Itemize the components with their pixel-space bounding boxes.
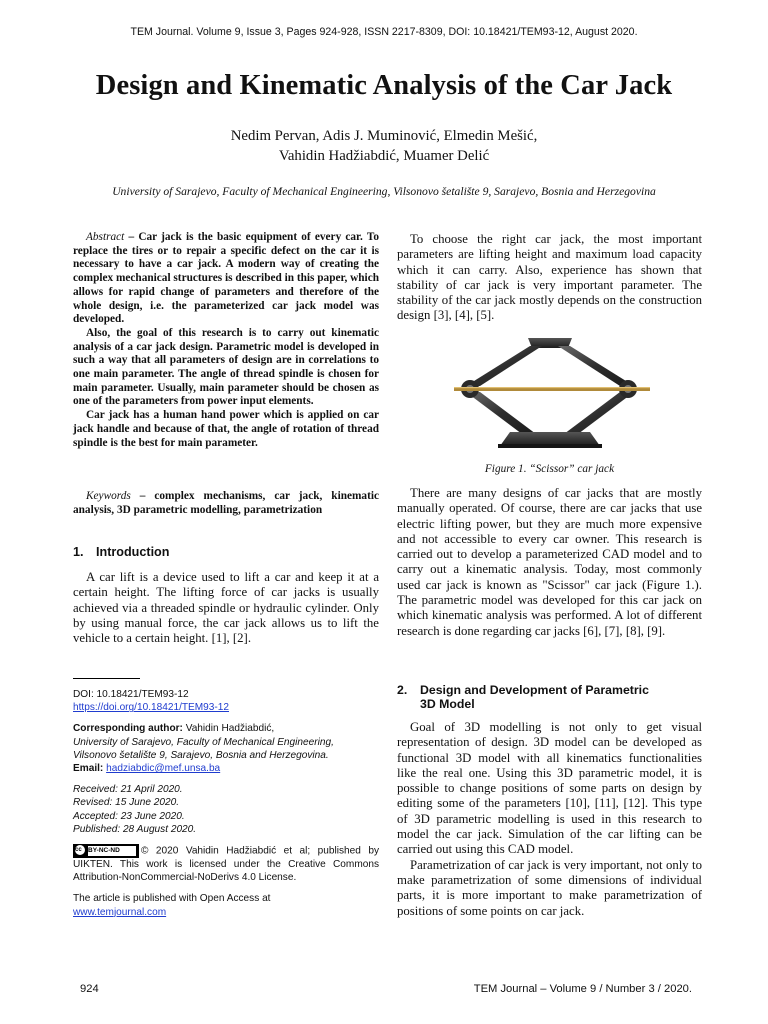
accepted-date: Accepted: 23 June 2020. — [73, 810, 185, 822]
section-2-body — [397, 720, 702, 919]
abstract-paragraph-2: Also, the goal of this research is to carry out kinematic analysis of a car jack design. Parametric model is developed in such a way that all parameters of design are in correlations to one main parameter. The angle of thread spindle is chosen for main parameter. Usually, main parameter should be chosen as one of the parameters from power input elements. — [73, 326, 379, 408]
section-2-paragraph-2: Parametrization of car jack is very important, not only to make parametrization of some dimensions of individual parts, it is more important to make parametrization of positions of some points on car jack. — [397, 857, 702, 918]
abstract — [73, 231, 379, 450]
keywords-text: – complex mechanisms, car jack, kinematic analysis, 3D parametric modelling, parametrization — [73, 490, 379, 516]
running-footer: TEM Journal – Volume 9 / Number 3 / 2020. — [473, 983, 692, 995]
authors-line-2: Vahidin Hadžiabdić, Muamer Delić — [278, 148, 490, 164]
scissor-car-jack-image — [440, 330, 660, 450]
email-link[interactable]: hadziabdic@mef.unsa.ba — [106, 763, 221, 775]
section-1-paragraph-2: To choose the right car jack, the most important parameters are lifting height and maximum load capacity which it can carry. Also, experience has shown that stability of car jack is very important parameter. The stability of the car jack mostly depends on the construction design [3], [4], [5]. — [397, 232, 702, 323]
figure-1-caption: Figure 1. “Scissor” car jack — [484, 463, 615, 475]
section-1-continued — [397, 232, 702, 324]
corresponding-affiliation-2: Vilsonovo šetalište 9, Sarajevo, Bosnia and Herzegovina. — [73, 749, 329, 761]
corresponding-affiliation-1: University of Sarajevo, Faculty of Mechanical Engineering, — [73, 736, 334, 748]
abstract-paragraph-1: Abstract – Car jack is the basic equipment of every car. To replace the tires or to repair a specific defect on the car it is necessary to have a car jack. A modern way of creating the complex mechanical structures is described in this paper, which allows for rapid change of parameters and therefore of the whole design, i.e. the parameterized car jack model was developed. — [73, 231, 379, 326]
revised-date: Revised: 15 June 2020. — [73, 797, 180, 809]
section-1-paragraph-3: There are many designs of car jacks that are mostly manually operated. Of course, there are car jacks that use electric lifting power, but they are much more expensive and not accessible to every car owner. This research is carried out to develop a parameterized CAD model and to carry out a kinematic analysis. Today, most commonly used car jack is known as "Scissor" car jack (Figure 1.). The parametric model was developed for this car jack on which kinematic analysis was performed. A lot of different research is done regarding car jacks [6], [7], [8], [9]. — [397, 486, 702, 638]
section-2-heading — [397, 683, 702, 711]
section-2-paragraph-1: Goal of 3D modelling is not only to get visual representation of design. 3D model can be developed as functional 3D model with all kinematics functionalities like the real one. Using this 3D parametric model, it is possible to change positions of some parts on design by editing some of the parameters [10], [11], [12]. This type of 3D parametric modelling is used in this research to model the car jack. Simulation of the car lifting can be carried out using this CAD model. — [397, 720, 702, 857]
section-2-number: 2. — [397, 683, 408, 697]
journal-link[interactable]: www.temjournal.com — [73, 906, 167, 918]
page-number: 924 — [80, 983, 99, 995]
section-1-heading — [73, 545, 379, 559]
section-1-continued-2 — [397, 486, 702, 639]
email-line: Email: hadziabdic@mef.unsa.ba — [73, 763, 221, 775]
footnote-rule — [73, 678, 140, 679]
section-1-intro — [73, 570, 379, 646]
abstract-label: Abstract — [86, 231, 125, 243]
doi-link[interactable]: https://doi.org/10.18421/TEM93-12 — [73, 702, 229, 714]
abstract-paragraph-3: Car jack has a human hand power which is applied on car jack handle and because of that, the angle of rotation of thread spindle is the best for main parameter. — [73, 409, 379, 449]
published-date: Published: 28 August 2020. — [73, 823, 197, 835]
authors-line-1: Nedim Pervan, Adis J. Muminović, Elmedin Mešić, — [230, 128, 538, 144]
section-1-number: 1. — [73, 545, 84, 559]
corresponding-author: Corresponding author: Vahidin Hadžiabdić, — [73, 723, 275, 735]
section-1-paragraph-1: A car lift is a device used to lift a car and keep it at a certain height. The lifting force of car jacks is usually achieved via a threaded spindle or hydraulic cylinder. Only by using manual force, the car jack allows us to lift the vehicle to a certain height. [1], [2]. — [73, 570, 379, 646]
author-list — [0, 126, 768, 166]
keywords — [73, 490, 379, 517]
open-access-text: The article is published with Open Access at — [73, 893, 271, 905]
doi: DOI: 10.18421/TEM93-12 — [73, 689, 189, 700]
section-2-title-line-1: Design and Development of Parametric — [420, 683, 649, 697]
received-date: Received: 21 April 2020. — [73, 784, 183, 796]
running-header: TEM Journal. Volume 9, Issue 3, Pages 924-928, ISSN 2217-8309, DOI: 10.18421/TEM93-12, August 2020. — [130, 26, 638, 38]
license-text: cc BY-NC-ND © 2020 Vahidin Hadžiabdić et al; published by UIKTEN. This work is licensed under the Creative Commons Attribution-NonCommercial-NoDerivs 4.0 License. — [73, 845, 379, 884]
section-2-title-line-2: 3D Model — [420, 697, 475, 711]
footnote-block — [73, 678, 379, 919]
section-1-title: Introduction — [96, 545, 170, 559]
affiliation: University of Sarajevo, Faculty of Mechanical Engineering, Vilsonovo šetalište 9, Sarajevo, Bosnia and Herzegovina — [112, 185, 656, 198]
cc-license-badge: cc BY-NC-ND — [73, 844, 139, 858]
keywords-label: Keywords — [86, 490, 131, 502]
paper-title: Design and Kinematic Analysis of the Car Jack — [95, 70, 673, 101]
